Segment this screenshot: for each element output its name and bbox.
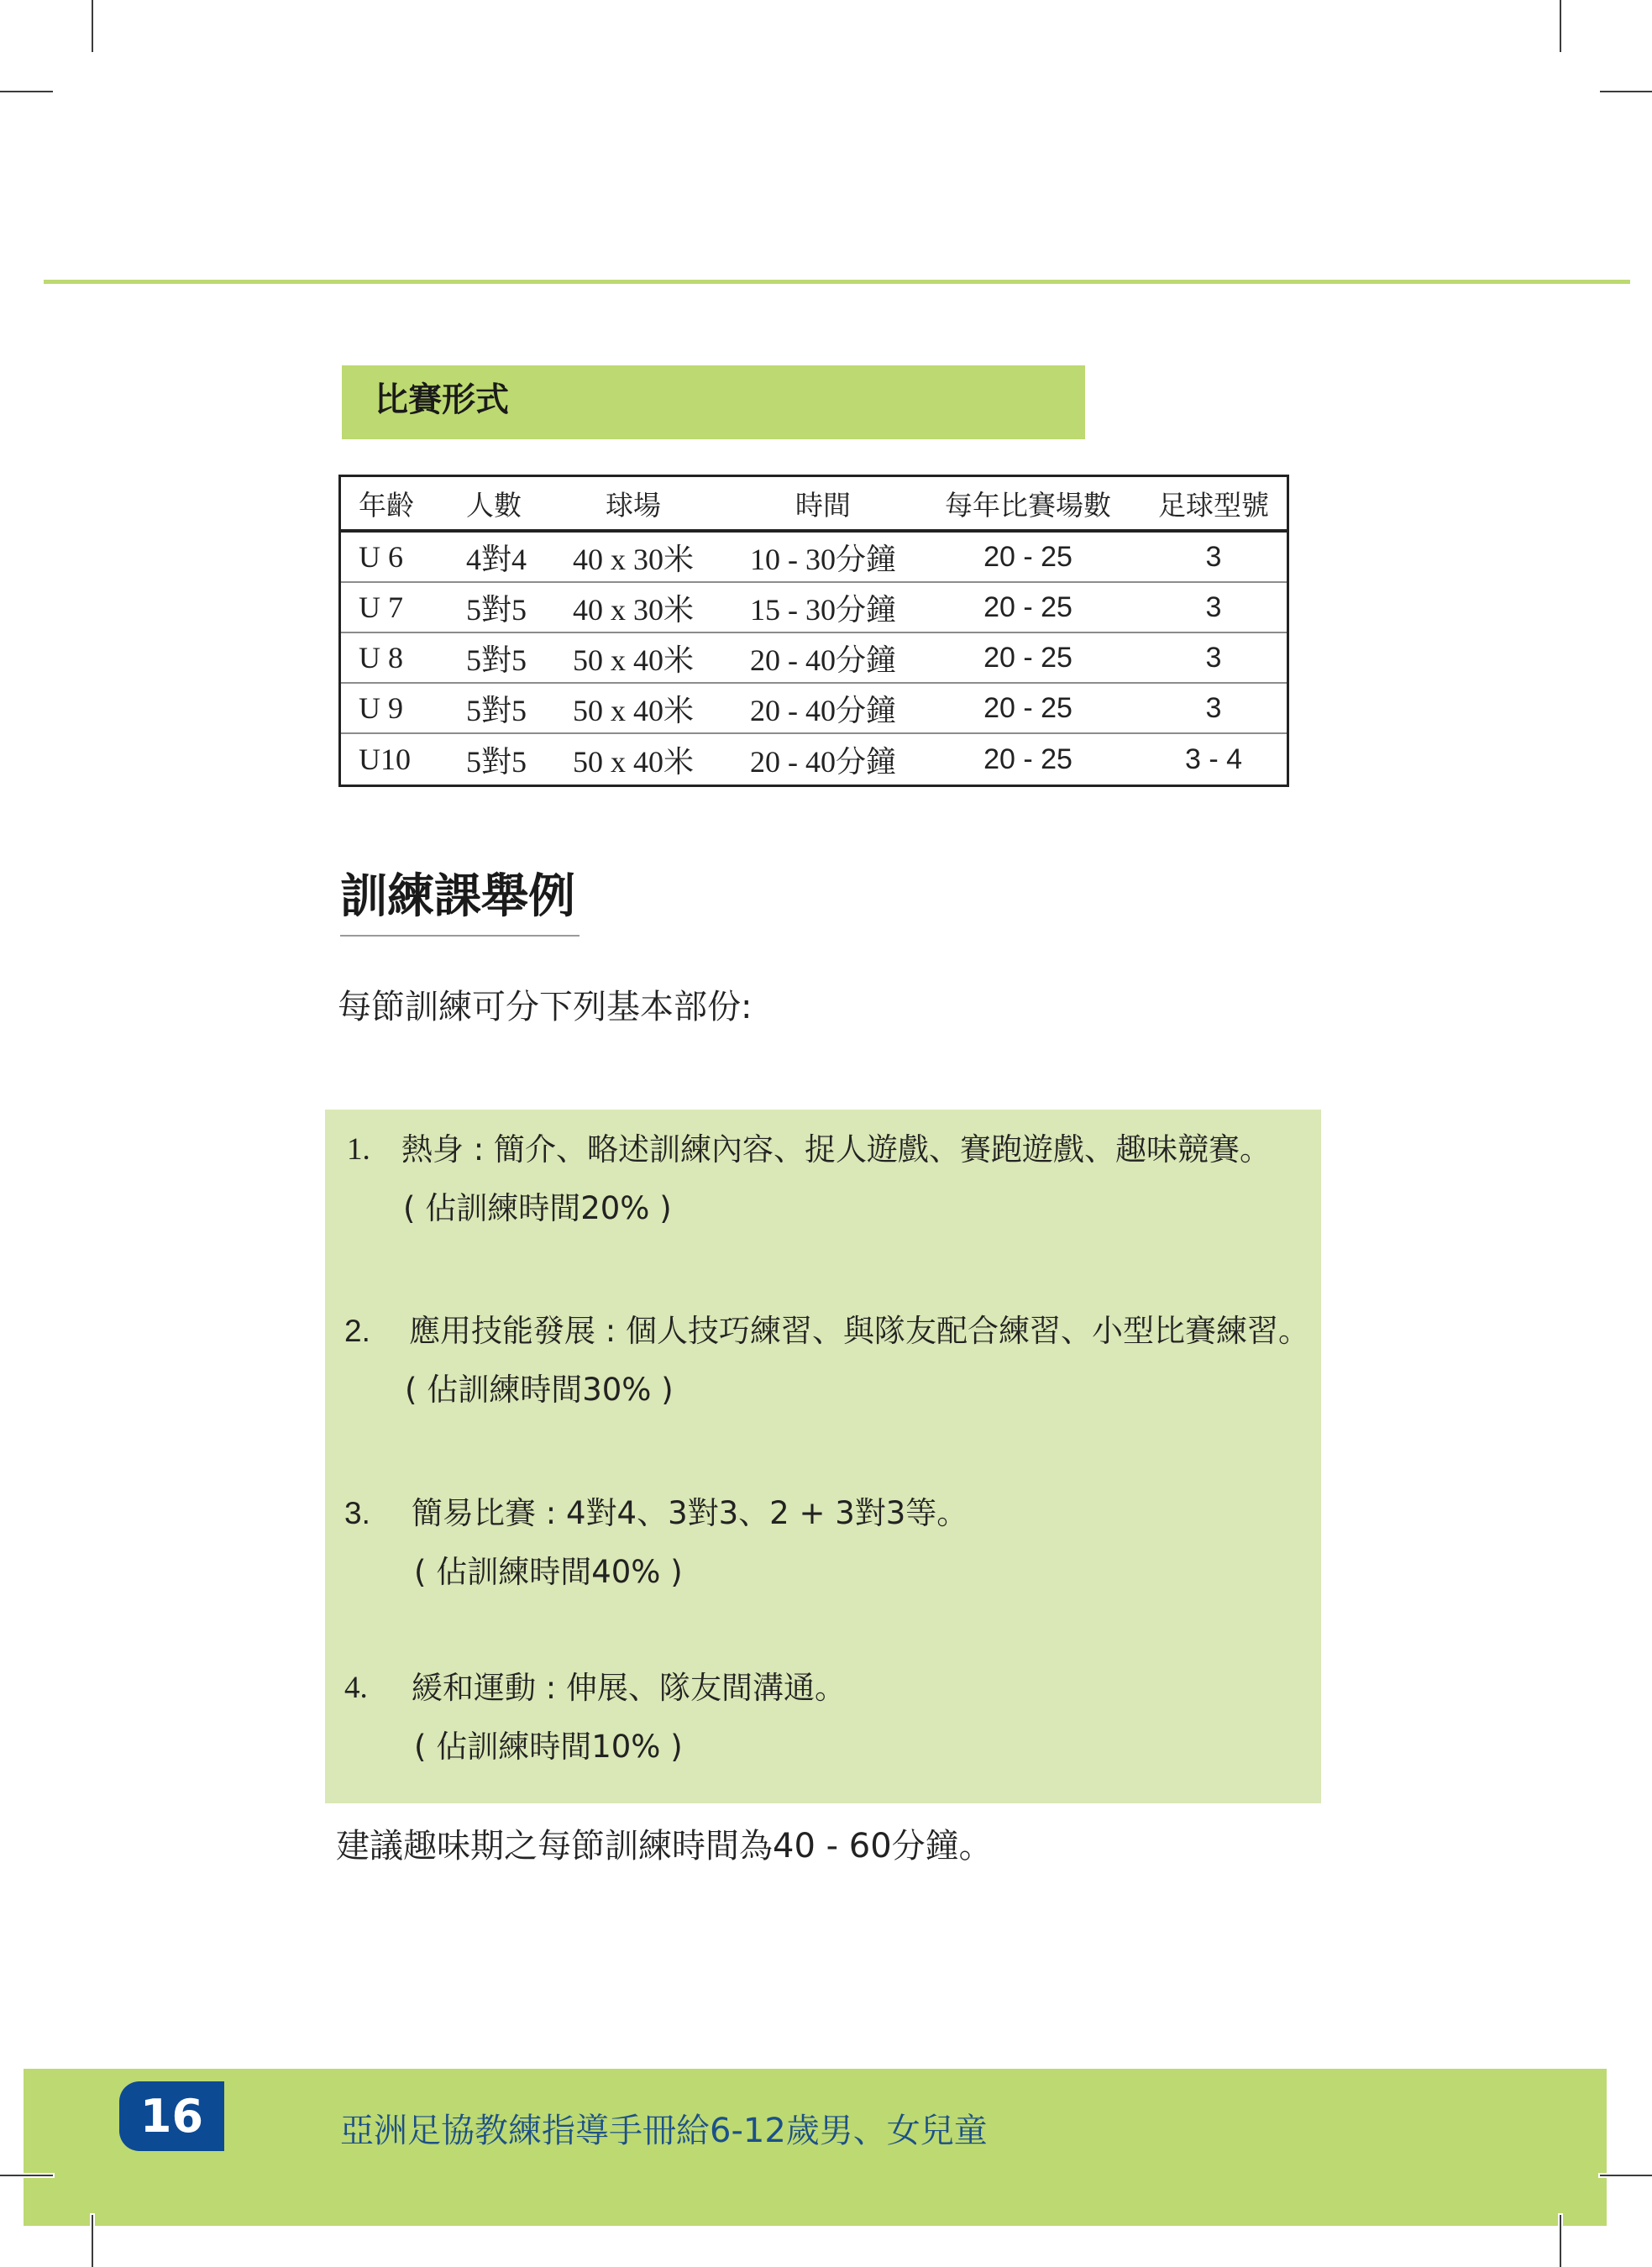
crop-mark-bottom-right-horizontal	[1600, 2175, 1652, 2176]
table-row	[341, 633, 1287, 684]
list-item-time-share: ( 佔訓練時間40% )	[414, 1554, 683, 1590]
match-format-table	[338, 475, 1289, 787]
cell-ball-size: 3	[1205, 590, 1222, 623]
cell-players: 4對4	[466, 542, 527, 576]
session-duration-recommendation: 建議趣味期之每節訓練時間為40 - 60分鐘。	[336, 1827, 993, 1866]
crop-mark-bottom-right-vertical	[1560, 2215, 1561, 2267]
cell-matches-per-year: 20 - 25	[983, 691, 1072, 724]
header-matches-per-year: 每年比賽場數	[945, 488, 1111, 522]
cell-duration: 20 - 40分鐘	[750, 693, 896, 727]
list-item-text: 應用技能發展 : 個人技巧練習、與隊友配合練習、小型比賽練習。	[409, 1313, 1309, 1349]
list-item-text: 簡易比賽 : 4對4、3對3、2 + 3對3等。	[412, 1495, 968, 1531]
table-row	[341, 684, 1287, 734]
crop-mark-top-right-vertical	[1560, 0, 1561, 52]
cell-ball-size: 3	[1205, 641, 1222, 674]
cell-matches-per-year: 20 - 25	[983, 590, 1072, 623]
cell-ball-size: 3	[1205, 691, 1222, 724]
list-item-time-share: ( 佔訓練時間10% )	[414, 1729, 683, 1765]
cell-age: U10	[359, 743, 411, 776]
page-footer	[24, 2069, 1607, 2226]
list-item-number: 2.	[344, 1314, 370, 1348]
list-item-number: 3.	[344, 1496, 370, 1530]
header-rule	[44, 280, 1630, 284]
table-header-row	[341, 477, 1287, 533]
page-number: 16	[139, 2089, 204, 2143]
cell-players: 5對5	[466, 744, 527, 779]
cell-matches-per-year: 20 - 25	[983, 540, 1072, 573]
cell-duration: 20 - 40分鐘	[750, 744, 896, 779]
header-pitch: 球場	[606, 488, 661, 522]
format-section-heading	[342, 365, 1085, 439]
training-intro: 每節訓練可分下列基本部份:	[338, 988, 753, 1026]
format-section-title: 比賽形式	[375, 380, 509, 419]
cell-pitch: 40 x 30米	[572, 592, 694, 627]
cell-players: 5對5	[466, 592, 527, 627]
cell-duration: 10 - 30分鐘	[750, 542, 896, 576]
cell-pitch: 50 x 40米	[572, 744, 694, 779]
cell-players: 5對5	[466, 643, 527, 677]
list-item-time-share: ( 佔訓練時間30% )	[405, 1372, 674, 1408]
crop-mark-top-left-horizontal	[0, 91, 53, 92]
cell-age: U 7	[359, 590, 403, 624]
training-parts-panel	[325, 1110, 1321, 1803]
header-players: 人數	[466, 488, 522, 522]
table-row	[341, 533, 1287, 583]
list-item-number: 1.	[347, 1132, 370, 1167]
training-title-underline	[340, 935, 580, 937]
training-section-title: 訓練課舉例	[340, 869, 575, 924]
list-item-text: 緩和運動 : 伸展、隊友間溝通。	[412, 1670, 846, 1706]
cell-matches-per-year: 20 - 25	[983, 743, 1072, 775]
cell-ball-size: 3	[1205, 540, 1222, 573]
cell-pitch: 50 x 40米	[572, 643, 694, 677]
list-item-text: 熱身 : 簡介、略述訓練內容、捉人遊戲、賽跑遊戲、趣味競賽。	[401, 1131, 1271, 1168]
header-duration: 時間	[795, 488, 851, 522]
list-item-number: 4.	[344, 1671, 368, 1705]
cell-ball-size: 3 - 4	[1184, 743, 1243, 775]
cell-duration: 15 - 30分鐘	[750, 592, 896, 627]
crop-mark-top-left-vertical	[92, 0, 93, 52]
cell-pitch: 50 x 40米	[572, 693, 694, 727]
crop-mark-bottom-left-horizontal	[0, 2175, 53, 2176]
cell-age: U 8	[359, 641, 403, 674]
table-row	[341, 734, 1287, 785]
crop-mark-bottom-left-vertical	[92, 2215, 93, 2267]
cell-players: 5對5	[466, 693, 527, 727]
table-row	[341, 583, 1287, 633]
header-ball-size: 足球型號	[1158, 488, 1269, 522]
list-item-time-share: ( 佔訓練時間20% )	[403, 1190, 672, 1226]
cell-duration: 20 - 40分鐘	[750, 643, 896, 677]
header-age: 年齡	[359, 488, 414, 522]
cell-matches-per-year: 20 - 25	[983, 641, 1072, 674]
cell-age: U 6	[359, 540, 403, 574]
crop-mark-top-right-horizontal	[1600, 91, 1652, 92]
cell-age: U 9	[359, 691, 403, 725]
cell-pitch: 40 x 30米	[572, 542, 694, 576]
footer-book-title: 亞洲足協教練指導手冊給6-12歲男、女兒童	[340, 2112, 988, 2150]
page-number-badge	[119, 2081, 224, 2151]
